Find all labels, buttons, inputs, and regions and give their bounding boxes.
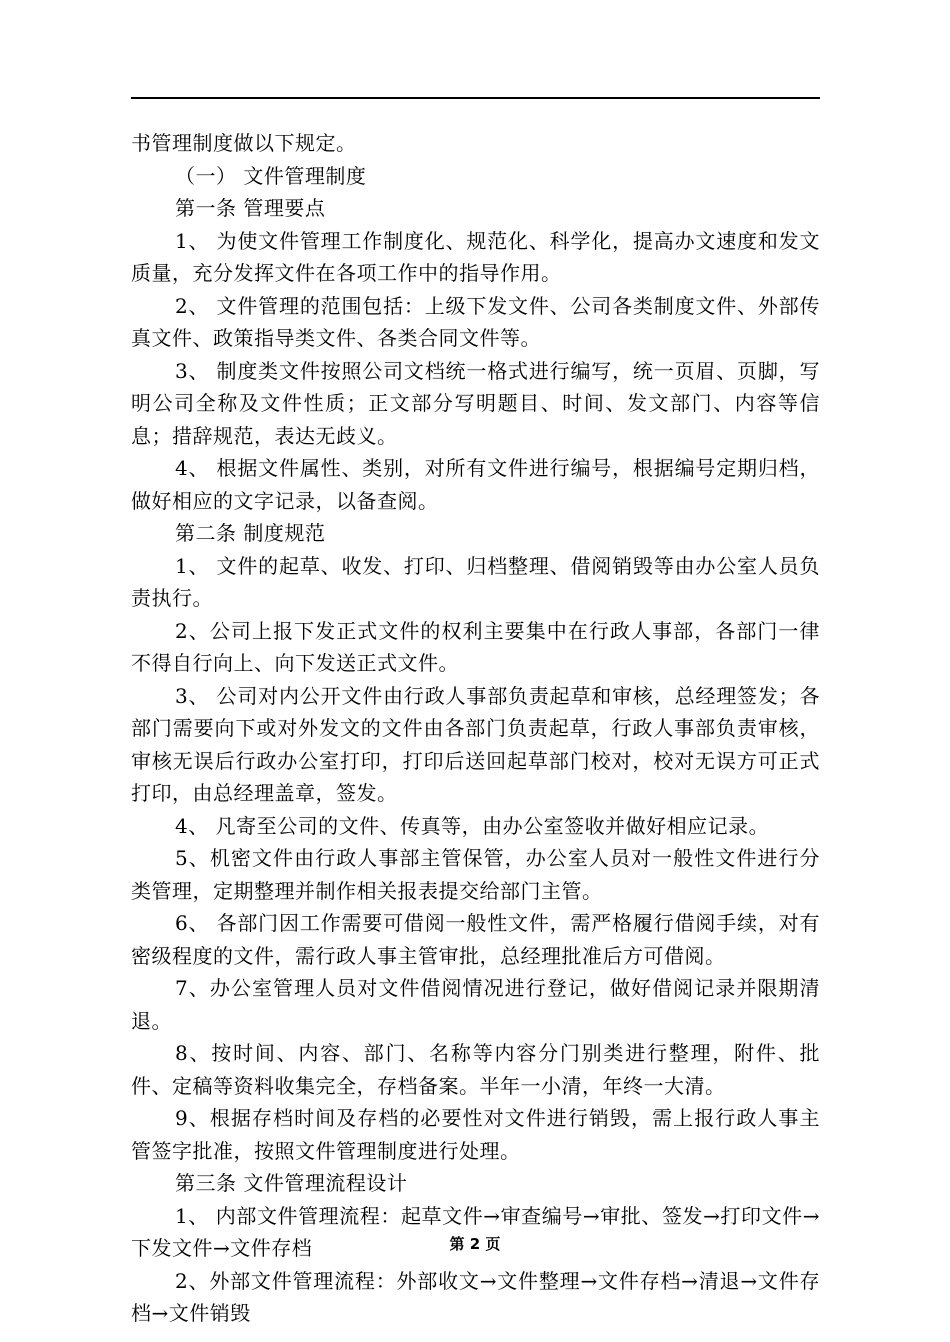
paragraph-3-2: 2、外部文件管理流程：外部收文→文件整理→文件存档→清退→文件存档→文件销毁 [131, 1268, 820, 1325]
page-number: 第 2 页 [449, 1235, 501, 1253]
paragraph-intro: 书管理制度做以下规定。 [131, 131, 357, 155]
document-body [131, 127, 820, 1330]
paragraph-2-6: 6、 各部门因工作需要可借阅一般性文件，需严格履行借阅手续，对有密级程度的文件，需行政人事主管审批，总经理批准后方可借阅。 [131, 911, 820, 968]
header-rule [131, 97, 820, 99]
article-heading-1: 第一条 管理要点 [175, 196, 326, 220]
paragraph-2-8: 8、按时间、内容、部门、名称等内容分门别类进行整理，附件、批件、定稿等资料收集完全，存档备案。半年一小清，年终一大清。 [131, 1041, 820, 1098]
section-heading-file-management: （一） 文件管理制度 [175, 163, 367, 188]
paragraph-1-3: 3、 制度类文件按照公司文档统一格式进行编写，统一页眉、页脚，写明公司全称及文件性质；正文部分写明题目、时间、发文部门、内容等信息；措辞规范，表达无歧义。 [131, 358, 820, 448]
paragraph-2-1: 1、 文件的起草、收发、打印、归档整理、借阅销毁等由办公室人员负责执行。 [131, 553, 820, 610]
article-heading-2: 第二条 制度规范 [175, 521, 326, 545]
article-heading-3: 第三条 文件管理流程设计 [175, 1171, 408, 1195]
paragraph-2-5: 5、机密文件由行政人事部主管保管，办公室人员对一般性文件进行分类管理，定期整理并制作相关报表提交给部门主管。 [131, 846, 820, 903]
paragraph-2-7: 7、办公室管理人员对文件借阅情况进行登记，做好借阅记录并限期清退。 [131, 976, 820, 1033]
paragraph-3-1: 1、 内部文件管理流程：起草文件→审查编号→审批、签发→打印文件→下发文件→文件存档 [131, 1203, 820, 1260]
paragraph-2-2: 2、公司上报下发正式文件的权利主要集中在行政人事部，各部门一律不得自行向上、向下发送正式文件。 [131, 618, 820, 675]
paragraph-2-9: 9、根据存档时间及存档的必要性对文件进行销毁，需上报行政人事主管签字批准，按照文件管理制度进行处理。 [131, 1106, 820, 1163]
paragraph-1-4: 4、 根据文件属性、类别，对所有文件进行编号，根据编号定期归档，做好相应的文字记录，以备查阅。 [131, 456, 820, 513]
paragraph-1-1: 1、 为使文件管理工作制度化、规范化、科学化，提高办文速度和发文质量，充分发挥文件在各项工作中的指导作用。 [131, 228, 820, 285]
paragraph-1-2: 2、 文件管理的范围包括：上级下发文件、公司各类制度文件、外部传真文件、政策指导类文件、各类合同文件等。 [131, 293, 820, 350]
paragraph-2-3: 3、 公司对内公开文件由行政人事部负责起草和审核，总经理签发；各部门需要向下或对外发文的文件由各部门负责起草，行政人事部负责审核，审核无误后行政办公室打印，打印后送回起草部门校对，校对无误方可正式打印，由总经理盖章，签发。 [131, 683, 820, 805]
paragraph-2-4: 4、 凡寄至公司的文件、传真等，由办公室签收并做好相应记录。 [175, 813, 770, 838]
